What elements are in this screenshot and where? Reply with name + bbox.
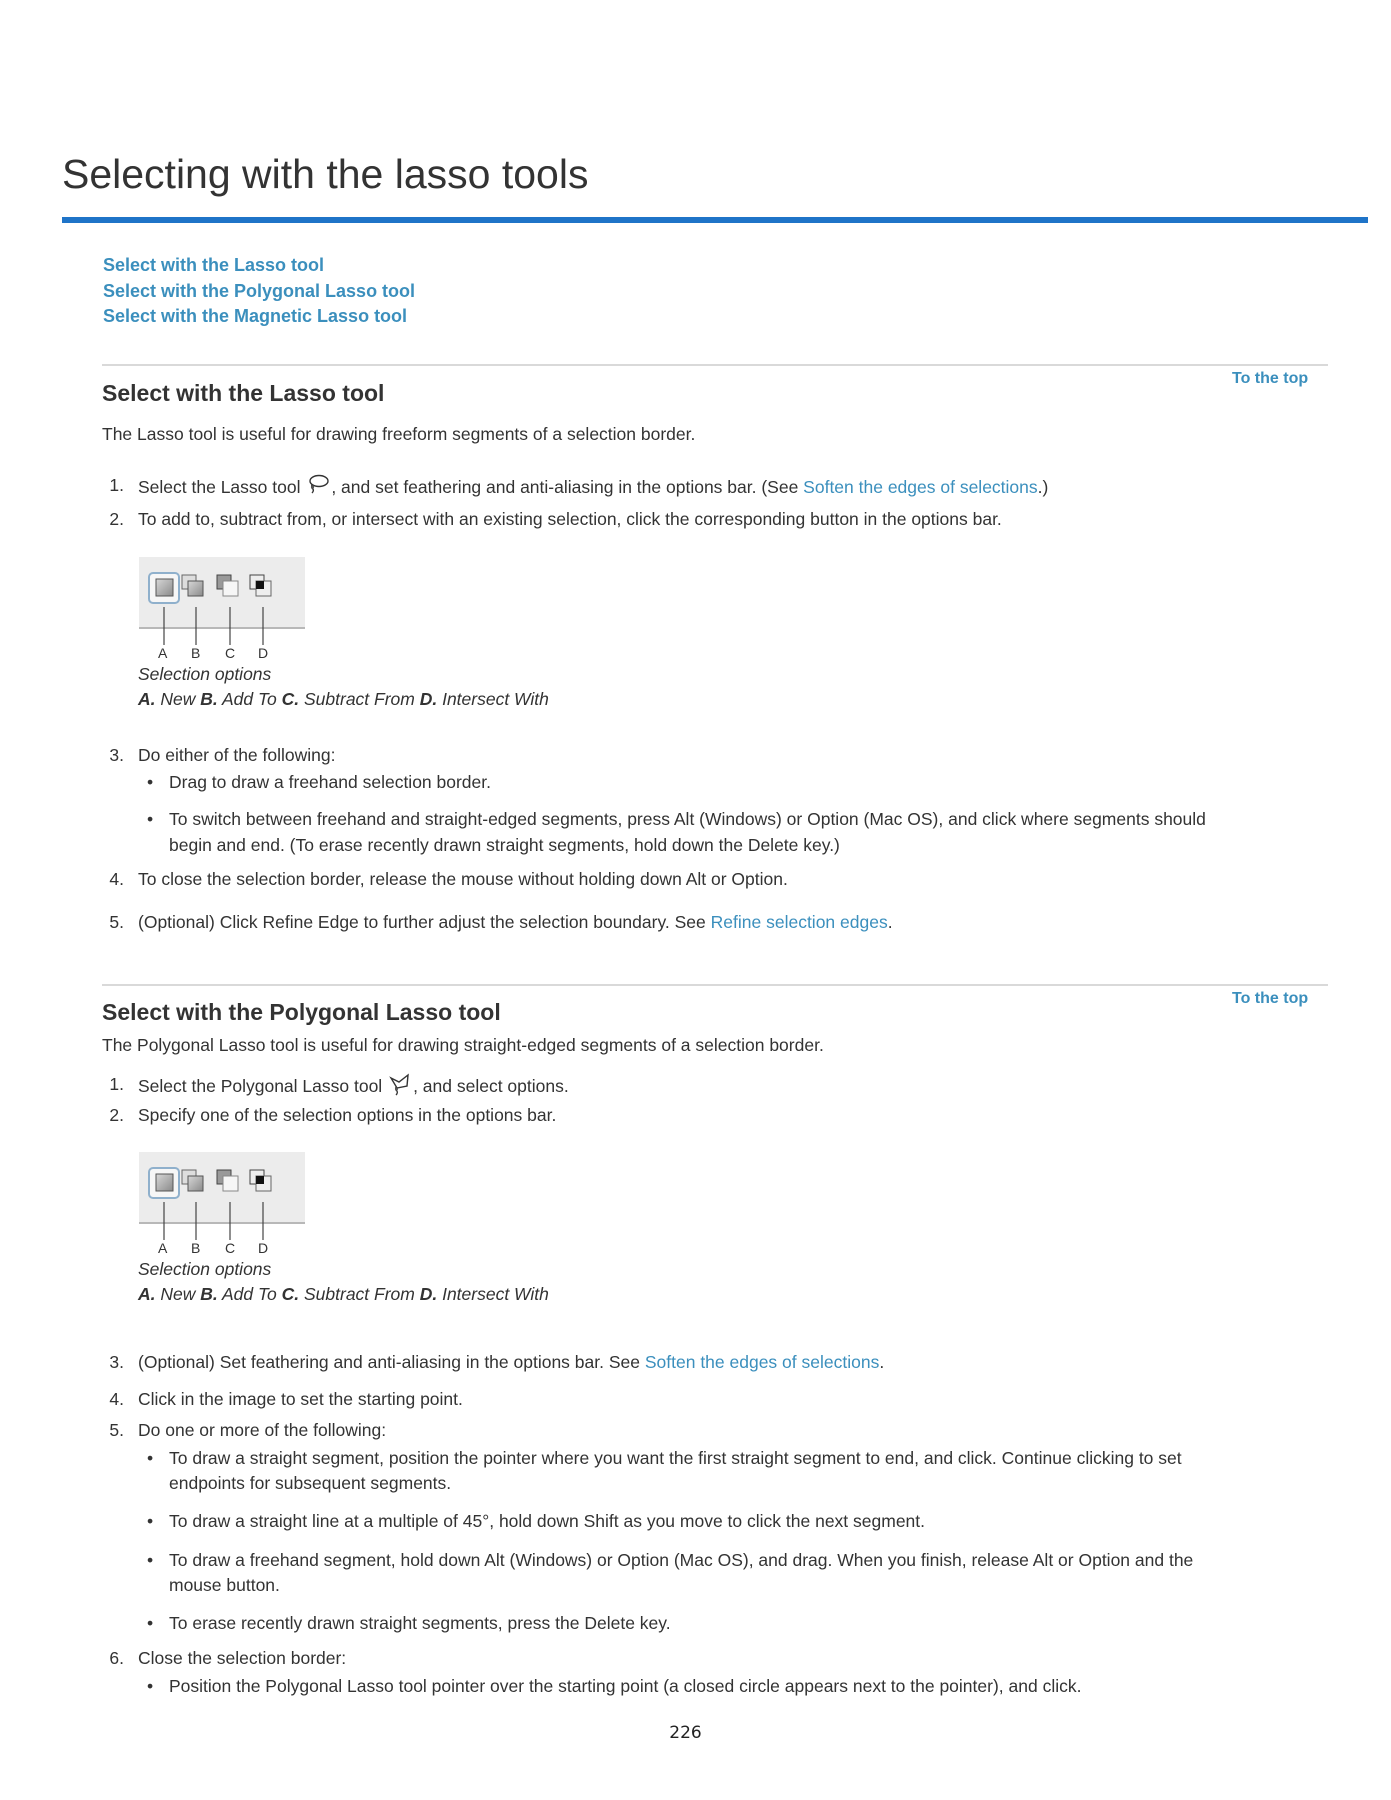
- section-intro: The Polygonal Lasso tool is useful for drawing straight-edged segments of a selection border.: [102, 1035, 824, 1055]
- figure-label-c: C: [225, 1240, 236, 1256]
- section-heading-polygonal-lasso: Select with the Polygonal Lasso tool: [102, 999, 501, 1025]
- figure-label-d: D: [258, 645, 269, 661]
- refine-selection-edges-link[interactable]: Refine selection edges: [710, 912, 888, 932]
- to-the-top-link[interactable]: To the top: [1232, 370, 1309, 387]
- figure-caption-legend: A. New B. Add To C. Subtract From D. Intersect With: [138, 689, 549, 709]
- figure-caption-title: Selection options: [138, 1259, 272, 1279]
- table-of-contents: [103, 253, 415, 330]
- section-divider: [102, 364, 1328, 366]
- selection-options-figure: [139, 557, 309, 667]
- toc-link-magnetic-lasso[interactable]: Select with the Magnetic Lasso tool: [103, 306, 408, 326]
- section-intro: The Lasso tool is useful for drawing freeform segments of a selection border.: [102, 424, 696, 444]
- figure-label-a: A: [158, 645, 168, 661]
- step-item: 1. Select the Polygonal Lasso tool , and select options.: [109, 1074, 569, 1096]
- step-item: 6. Close the selection border:: [109, 1648, 347, 1668]
- figure-label-d: D: [258, 1240, 269, 1256]
- step-item: 2. To add to, subtract from, or intersect with an existing selection, click the corresponding button in the options bar.: [109, 509, 1002, 529]
- page-number: 226: [669, 1723, 702, 1743]
- figure-label-a: A: [158, 1240, 168, 1256]
- step-item: 2. Specify one of the selection options in the options bar.: [109, 1105, 557, 1125]
- step-item: 5. Do one or more of the following:: [109, 1420, 387, 1440]
- lasso-tool-icon: [305, 473, 331, 499]
- step-item: 3. Do either of the following:: [109, 745, 336, 765]
- step-item: 5. (Optional) Click Refine Edge to further adjust the selection boundary. See Refine selection edges.: [109, 912, 893, 932]
- step-item: 1. Select the Lasso tool , and set feathering and anti-aliasing in the options bar. (See Soften the edges of selections.): [109, 475, 1049, 497]
- title-rule: [62, 217, 1368, 223]
- to-the-top-link[interactable]: To the top: [1232, 990, 1309, 1007]
- figure-caption-title: Selection options: [138, 664, 272, 684]
- page-title: Selecting with the lasso tools: [62, 151, 589, 197]
- step-item: 3. (Optional) Set feathering and anti-aliasing in the options bar. See Soften the edges of selections.: [109, 1352, 885, 1372]
- step-item: 4. To close the selection border, release the mouse without holding down Alt or Option.: [109, 869, 788, 889]
- figure-label-b: B: [191, 645, 201, 661]
- soften-edges-link[interactable]: Soften the edges of selections: [803, 477, 1038, 497]
- toc-link-polygonal-lasso[interactable]: Select with the Polygonal Lasso tool: [103, 280, 416, 301]
- figure-label-c: C: [225, 645, 236, 661]
- toc-link-lasso[interactable]: Select with the Lasso tool: [103, 255, 325, 275]
- selection-options-figure: [139, 1152, 309, 1262]
- soften-edges-link[interactable]: Soften the edges of selections: [644, 1352, 880, 1372]
- figure-label-b: B: [191, 1240, 201, 1256]
- section-divider: [102, 984, 1328, 986]
- step-item: 4. Click in the image to set the starting point.: [109, 1389, 463, 1409]
- polygonal-lasso-tool-icon: [387, 1072, 413, 1098]
- figure-caption-legend: A. New B. Add To C. Subtract From D. Intersect With: [138, 1284, 549, 1304]
- section-heading-lasso: Select with the Lasso tool: [102, 380, 385, 406]
